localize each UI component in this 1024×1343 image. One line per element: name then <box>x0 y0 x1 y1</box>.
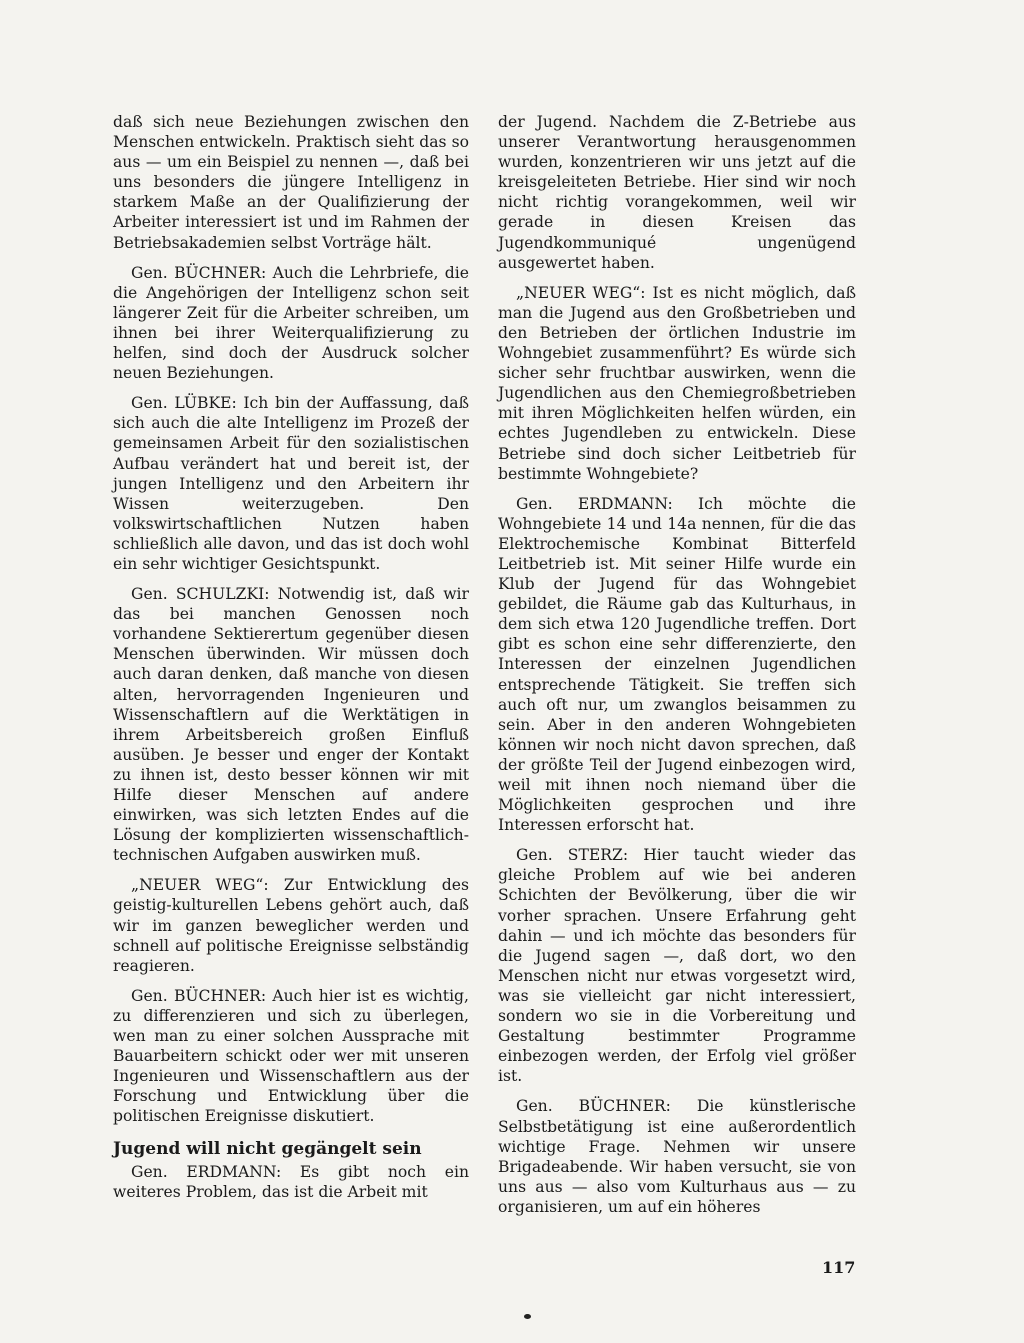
paragraph: „NEUER WEG“: Zur Entwicklung des geistig-kulturellen Lebens gehört auch, daß wir im ganzen beweglicher werden und schnell auf politische Ereignisse selbständig reagieren. <box>113 876 469 975</box>
left-column <box>113 112 469 1212</box>
paragraph: Gen. STERZ: Hier taucht wieder das gleiche Problem auf wie bei anderen Schichten der Bevölkerung, über die wir vorher sprachen. Unsere Erfahrung geht dahin — und ich möchte das besonders für die Jugend sagen —, daß dort, wo den Menschen nicht nur etwas vorgesetzt wird, was sie vielleicht gar nicht interessiert, sondern wo sie in die Vorbereitung und Gestaltung bestimmter Programme einbezogen werden, der Erfolg viel größer ist. <box>498 846 856 1086</box>
paragraph: Gen. ERDMANN: Ich möchte die Wohngebiete 14 und 14a nennen, für die das Elektrochemische Kombinat Bitterfeld Leitbetrieb ist. Mit seiner Hilfe wurde ein Klub der Jugend für das Wohngebiet gebildet, die Räume gab das Kulturhaus, in dem sich etwa 120 Jugendliche treffen. Dort gibt es schon eine sehr differenzierte, den Interessen der einzelnen Jugendlichen entsprechende Tätigkeit. Sie treffen sich auch oft nur, um zwanglos beisammen zu sein. Aber in den anderen Wohngebieten können wir noch nicht davon sprechen, daß der größte Teil der Jugend einbezogen wird, weil mit ihnen noch niemand über die Möglichkeiten gesprochen und ihre Interessen erforscht hat. <box>498 494 856 835</box>
right-column <box>498 112 856 1227</box>
paragraph: Gen. BÜCHNER: Auch die Lehrbriefe, die die Angehörigen der Intelligenz schon seit längerer Zeit für die Arbeiter schreiben, um ihnen bei ihrer Weiterqualifizierung zu helfen, sind doch der Ausdruck solcher neuen Beziehungen. <box>113 263 469 383</box>
paragraph: Gen. ERDMANN: Es gibt noch ein weiteres Problem, das ist die Arbeit mit <box>113 1162 469 1201</box>
paragraph: Gen. LÜBKE: Ich bin der Auffassung, daß sich auch die alte Intelligenz im Prozeß der gemeinsamen Arbeit für den sozialistischen Aufbau verändert hat und bereit ist, der jungen Intelligenz und den Arbeitern ihr Wissen weiterzugeben. Den volkswirtschaftlichen Nutzen haben schließlich alle davon, und das ist doch wohl ein sehr wichtiger Gesichtspunkt. <box>113 394 469 573</box>
paragraph: daß sich neue Beziehungen zwischen den Menschen entwickeln. Praktisch sieht das so aus — um ein Beispiel zu nennen —, daß bei uns besonders die jüngere Intelligenz in starkem Maße an der Qualifizierung der Arbeiter interessiert ist und im Rahmen der Betriebsakademien selbst Vorträge hält. <box>113 113 469 252</box>
section-heading: Jugend will nicht gegängelt sein <box>113 1138 422 1159</box>
paragraph: der Jugend. Nachdem die Z-Betriebe aus unserer Verantwortung herausgenommen wurden, konzentrieren wir uns jetzt auf die kreisgeleiteten Betriebe. Hier sind wir noch nicht richtig vorangekommen, weil wir gerade in diesen Kreisen das Jugendkommuniqué ungenügend ausgewertet haben. <box>498 113 856 272</box>
ink-mark <box>524 1314 531 1319</box>
paragraph: Gen. SCHULZKI: Notwendig ist, daß wir das bei manchen Genossen noch vorhandene Sektierertum gegenüber diesen Menschen überwinden. Wir müssen doch auch daran denken, daß manche von diesen alten, hervorragenden Ingenieuren und Wissenschaftlern auf die Werktätigen in ihrem Arbeitsbereich großen Einfluß ausüben. Je besser und enger der Kontakt zu ihnen ist, desto besser können wir mit Hilfe dieser Menschen auf andere einwirken, was sich letzten Endes auf die Lösung der komplizierten wissenschaftlich-technischen Aufgaben auswirken muß. <box>113 585 469 865</box>
paragraph: „NEUER WEG“: Ist es nicht möglich, daß man die Jugend aus den Großbetrieben und den Betrieben der örtlichen Industrie im Wohngebiet zusammenführt? Es würde sich sicher sehr fruchtbar auswirken, wenn die Jugendlichen aus den Chemiegroßbetrieben mit ihren Möglichkeiten helfen würden, ein echtes Jugendleben zu entwickeln. Diese Betriebe sind doch sicher Leitbetrieb für bestimmte Wohngebiete? <box>498 283 856 483</box>
paragraph: Gen. BÜCHNER: Auch hier ist es wichtig, zu differenzieren und sich zu überlegen, wen man zu einer solchen Aussprache mit Bauarbeitern schickt oder wer mit unseren Ingenieuren und Wissenschaftlern aus der Forschung und Entwicklung über die politischen Ereignisse diskutiert. <box>113 986 469 1126</box>
page-number: 117 <box>822 1258 856 1277</box>
paragraph: Gen. BÜCHNER: Die künstlerische Selbstbetätigung ist eine außerordentlich wichtige Frage. Nehmen wir unsere Brigadeabende. Wir haben versucht, sie von uns aus — also vom Kulturhaus aus — zu organisieren, um auf ein höheres <box>498 1097 856 1216</box>
